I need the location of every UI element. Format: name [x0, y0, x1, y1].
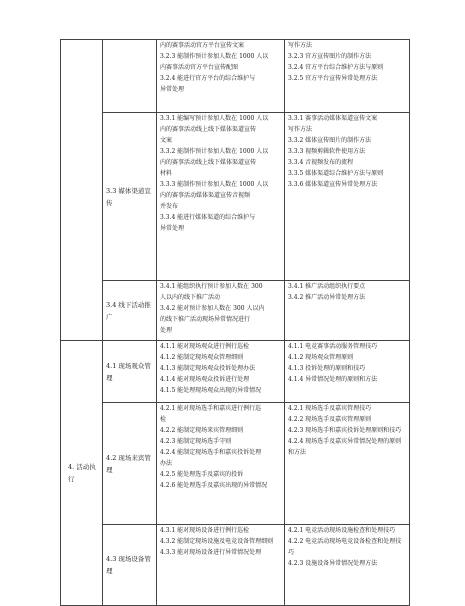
knowledge-line: 4.1.4 异常情况处理的原则和方法	[288, 376, 378, 383]
skill-line: 的线下推广活动现场异常情况进行	[160, 316, 251, 323]
skills-cell	[157, 113, 285, 281]
skill-line: 内的赛事活动线上线下媒体渠道宣传	[160, 159, 257, 166]
job-cell	[61, 40, 103, 341]
skill-line: 4.1.5 能处理现场观众出现的异常情况	[160, 387, 262, 394]
skill-line: 4.3.2 能制定现场设施及电竞设备管理细则	[160, 538, 274, 545]
table-body	[61, 40, 410, 606]
skill-line: 人以内的线下推广活动	[160, 294, 221, 301]
skill-line: 办法	[160, 460, 173, 467]
module-cell	[103, 403, 157, 525]
knowledge-line: 3.4.1 推广活动组织执行要点	[288, 283, 366, 290]
skill-line: 材料	[160, 170, 173, 177]
skills-cell	[157, 40, 285, 113]
knowledge-cell	[285, 341, 410, 403]
knowledge-line: 3.3.3 视频剪辑软件使用方法	[288, 148, 366, 155]
skill-line: 4.3.3 能对现场设备进行异常情况处理	[160, 549, 262, 556]
skill-line: 4.1.4 能对现场观众投诉进行处理	[160, 376, 250, 383]
skills-cell	[157, 341, 285, 403]
knowledge-line: 4.1.3 投诉处理的原则和技巧	[288, 365, 366, 372]
skill-line: 4.1.1 能对现场观众进行例行巡检	[160, 343, 250, 350]
skill-line: 异常处理	[160, 225, 185, 232]
standard-table	[60, 39, 410, 606]
knowledge-line: 4.2.4 现场选手及嘉宾异常情况处理的原则和方法	[288, 438, 402, 456]
knowledge-line: 写作方法	[288, 42, 313, 49]
skill-line: 4.2.2 能制定现场来宾管理细则	[160, 427, 244, 434]
skill-line: 4.1.3 能制定现场观众投诉处理办法	[160, 365, 256, 372]
skill-line: 3.4.1 能组织执行预计参加人数在 300	[160, 283, 263, 290]
skill-line: 3.2.3 能制作预计参加人数在 1000 人以	[160, 53, 269, 60]
knowledge-line: 3.2.5 官方平台宣传异常处理方法	[288, 75, 378, 82]
table-row	[61, 403, 410, 525]
skill-line: 内的赛事活动官方平台宣传文案	[160, 42, 245, 49]
skill-line: 3.3.2 能制作预计参加人数在 1000 人以	[160, 148, 269, 155]
knowledge-line: 3.3.4 音视频发布的流程	[288, 159, 354, 166]
skill-line: 3.2.4 能进行官方平台的综合维护与	[160, 75, 256, 82]
knowledge-line: 写作方法	[288, 126, 313, 133]
skill-line: 内的赛事活动线上线下媒体渠道宣传	[160, 126, 257, 133]
knowledge-line: 3.3.6 媒体渠道宣传异常处理方法	[288, 181, 378, 188]
knowledge-line: 4.2.1 现场选手及嘉宾管理技巧	[288, 405, 372, 412]
skill-line: 4.2.3 能制定现场选手守则	[160, 438, 232, 445]
skills-cell	[157, 525, 285, 606]
skill-line: 3.3.1 能编写预计参加人数在 1000 人以	[160, 115, 269, 122]
skill-line: 3.4.2 能对预计参加人数在 300 人以内	[160, 305, 265, 312]
module-cell	[103, 281, 157, 341]
knowledge-cell	[285, 281, 410, 341]
skill-line: 异常处理	[160, 86, 185, 93]
knowledge-line: 4.2.3 现场选手和嘉宾投诉处理原则和技巧	[288, 427, 402, 434]
skill-line: 检	[160, 416, 167, 423]
skill-line: 文案	[160, 137, 173, 144]
module-label: 4.2 现场来宾管理	[106, 453, 151, 474]
knowledge-line: 4.2.1 电竞活动现场设施检查和处理技巧	[288, 527, 396, 534]
knowledge-line: 3.3.5 媒体渠道综合维护方法与原则	[288, 170, 384, 177]
knowledge-cell	[285, 525, 410, 606]
knowledge-line: 4.1.1 电竞赛事活动服务管理技巧	[288, 343, 378, 350]
knowledge-line: 4.1.2 现场观众管理原则	[288, 354, 354, 361]
skill-line: 4.2.1 能对现场选手和嘉宾进行例行巡	[160, 405, 262, 412]
job-label: 4. 活动执行	[68, 463, 96, 483]
module-cell	[103, 341, 157, 403]
skills-cell	[157, 403, 285, 525]
table-row	[61, 281, 410, 341]
skill-line: 4.2.5 能处理选手及嘉宾的投诉	[160, 471, 244, 478]
module-label: 4.1 现场观众管理	[106, 361, 151, 382]
knowledge-line: 3.3.2 媒体宣传图片的制作方法	[288, 137, 372, 144]
skill-line: 4.3.1 能对现场设备进行例行巡检	[160, 527, 250, 534]
knowledge-line: 4.2.2 电竞活动现场电竞设备检查和处理技巧	[288, 538, 402, 556]
skill-line: 并发布	[160, 203, 179, 210]
skill-line: 内赛事活动官方平台宣传配图	[160, 64, 239, 71]
knowledge-line: 3.3.1 赛事活动媒体渠道宣传文案	[288, 115, 378, 122]
skills-cell	[157, 281, 285, 341]
table-row	[61, 525, 410, 606]
module-label: 4.3 现场设备管理	[106, 555, 151, 575]
module-cell	[103, 40, 157, 113]
knowledge-cell	[285, 403, 410, 525]
knowledge-line: 3.4.2 推广活动异常处理方法	[288, 294, 366, 301]
skill-line: 内的赛事活动媒体渠道宣传音视频	[160, 192, 251, 199]
module-label: 3.3 媒体渠道宣传	[106, 186, 151, 207]
table-row	[61, 113, 410, 281]
knowledge-line: 3.2.3 官方宣传图片的制作方法	[288, 53, 372, 60]
knowledge-line: 3.2.4 官方平台综合维护方法与原则	[288, 64, 384, 71]
module-cell	[103, 525, 157, 606]
knowledge-line: 4.2.3 设施设备异常情况处理方法	[288, 560, 378, 567]
table-row	[61, 40, 410, 113]
knowledge-line: 4.2.2 现场选手及嘉宾管理原则	[288, 416, 372, 423]
skill-line: 3.3.3 能制作预计参加人数在 1000 人以	[160, 181, 269, 188]
skill-line: 处理	[160, 327, 173, 334]
knowledge-cell	[285, 113, 410, 281]
knowledge-cell	[285, 40, 410, 113]
skill-line: 4.2.4 能制定现场选手和嘉宾投诉处理	[160, 449, 262, 456]
table-row	[61, 341, 410, 403]
skill-line: 4.1.2 能制定现场观众管理细则	[160, 354, 244, 361]
module-label: 3.4 线下活动推广	[106, 300, 151, 321]
module-cell	[103, 113, 157, 281]
skill-line: 3.3.4 能进行媒体渠道的综合维护与	[160, 214, 256, 221]
skill-line: 4.2.6 能处理选手及嘉宾出现的异常情况	[160, 482, 268, 489]
